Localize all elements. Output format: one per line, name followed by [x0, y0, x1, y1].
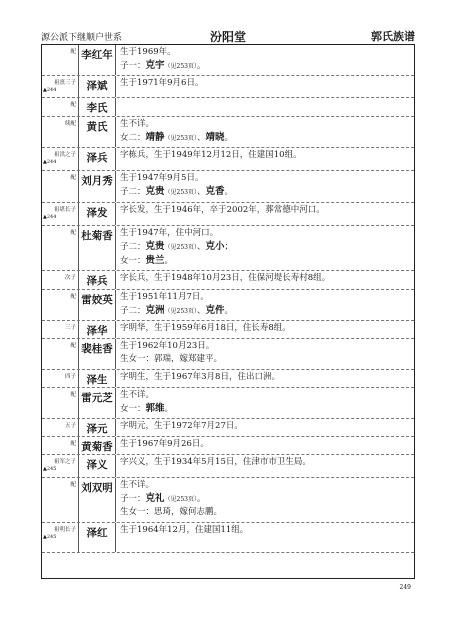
table-row [42, 455, 414, 478]
detail-line [120, 185, 414, 199]
detail-text: 。 [224, 133, 234, 143]
header-book-title: 郭氏族谱 [371, 30, 415, 43]
detail-line [120, 389, 414, 402]
person-details [116, 321, 414, 338]
detail-text: 生于1964年12月，住建国11组。 [120, 525, 249, 535]
relation-label: 次子 [64, 275, 76, 281]
person-details [116, 226, 414, 270]
person-details [116, 523, 414, 552]
person-name: 黄菊香 [79, 437, 116, 454]
detail-line [120, 353, 414, 366]
child-name: 克香 [205, 186, 225, 197]
detail-text: 字栋兵，生于1949年12月12日，住建国10组。 [120, 150, 302, 160]
relation-cell [42, 226, 79, 270]
child-name: 靖晓 [205, 132, 225, 143]
page-reference: （见253页） [164, 244, 197, 251]
relation-cell [42, 478, 79, 522]
person-name: 黄氏 [79, 117, 116, 147]
child-name: 靖静 [145, 132, 165, 143]
person-name: 刘双明 [79, 478, 116, 522]
relation-label: 配 [70, 102, 76, 108]
table-row [42, 98, 414, 117]
genealogy-rows [42, 45, 414, 553]
detail-line [120, 77, 414, 90]
person-name: 泽兵 [79, 271, 116, 289]
detail-line [120, 291, 414, 304]
header-lineage: 源公派下继顺户世系 [41, 33, 123, 43]
page-reference: （见253页） [164, 308, 197, 315]
detail-line [120, 402, 414, 416]
detail-text: 字长发，生于1946年，卒于2002年，葬常德中河口。 [120, 205, 325, 215]
detail-text: 生女一：郭瑞，嫁郑建平。 [120, 354, 223, 364]
person-details [116, 388, 414, 418]
relation-label: 三子 [64, 325, 76, 331]
relation-label: 祖熹三子 [53, 80, 76, 86]
detail-text: 子一： [120, 494, 146, 504]
relation-label: 祖洪之子 [53, 152, 76, 158]
detail-text: 、 [196, 306, 206, 316]
child-name: 克贵 [145, 186, 165, 197]
table-row [42, 370, 414, 388]
detail-line [120, 438, 414, 451]
child-name: 贵兰 [145, 255, 165, 266]
person-name: 李红年 [79, 45, 116, 75]
person-details [116, 339, 414, 369]
person-details [116, 290, 414, 320]
relation-label: 配 [70, 482, 76, 488]
relation-cell [42, 437, 79, 454]
detail-line [120, 272, 414, 285]
page-reference: （见253页） [164, 135, 197, 142]
detail-line [120, 492, 414, 506]
detail-text: 子一： [120, 61, 146, 71]
person-name: 泽斌 [79, 76, 116, 97]
child-name: 克贵 [145, 241, 165, 252]
child-name: 克宇 [145, 60, 165, 71]
relation-cell [42, 203, 79, 225]
person-details [116, 98, 414, 116]
person-details [116, 271, 414, 289]
detail-text: 。 [164, 404, 174, 414]
table-row [42, 171, 414, 203]
person-details [116, 370, 414, 387]
relation-label: 祖军之子 [53, 459, 76, 465]
relation-cell [42, 321, 79, 338]
detail-line [120, 371, 414, 384]
detail-text: 。 [224, 306, 234, 316]
table-row [42, 388, 414, 419]
child-name: 克礼 [145, 493, 165, 504]
person-details [116, 76, 414, 97]
person-name: 泽红 [79, 523, 116, 552]
detail-line [120, 46, 414, 59]
generation-ref: ▲245 [43, 466, 57, 472]
detail-text: 、 [196, 133, 206, 143]
person-details [116, 437, 414, 454]
detail-text: 、 [196, 242, 206, 252]
detail-text: 女一： [120, 404, 146, 414]
person-name: 刘月秀 [79, 171, 116, 202]
person-details [116, 455, 414, 477]
relation-cell [42, 171, 79, 202]
relation-cell [42, 271, 79, 289]
detail-text: 子二： [120, 187, 146, 197]
detail-text: 字兴义，生于1934年5月15日，住津市市卫生局。 [120, 457, 311, 467]
person-details [116, 419, 414, 436]
page-reference: （见253页） [164, 63, 197, 70]
detail-text: 生于1947年，住中河口。 [120, 228, 219, 238]
generation-ref: ▲244 [43, 87, 57, 93]
detail-text: 。 [196, 494, 206, 504]
detail-text: 字明元，生于1972年7月27日。 [120, 421, 243, 431]
relation-cell [42, 339, 79, 369]
detail-text: 。 [224, 187, 234, 197]
detail-line [120, 254, 414, 268]
table-row [42, 203, 414, 226]
person-name: 李氏 [79, 98, 116, 116]
detail-line [120, 149, 414, 162]
detail-text: 子二： [120, 242, 146, 252]
detail-text: 生于1951年11月7日。 [120, 292, 209, 302]
detail-text: 。 [164, 256, 174, 266]
relation-cell [42, 76, 79, 97]
detail-line [120, 456, 414, 469]
person-name: 杜菊香 [79, 226, 116, 270]
relation-label: 配 [70, 175, 76, 181]
person-name: 泽发 [79, 203, 116, 225]
relation-cell [42, 148, 79, 170]
relation-cell [42, 45, 79, 75]
person-details [116, 45, 414, 75]
detail-line [120, 304, 414, 318]
child-name: 克件 [205, 305, 225, 316]
table-row [42, 419, 414, 437]
relation-label: 配 [70, 294, 76, 300]
detail-line [120, 420, 414, 433]
detail-text: 生不详。 [120, 119, 155, 129]
page-header [41, 30, 415, 44]
table-row [42, 226, 414, 271]
person-name: 裴桂香 [79, 339, 116, 369]
table-row [42, 339, 414, 370]
person-name: 泽兵 [79, 148, 116, 170]
detail-line [120, 240, 414, 254]
person-name: 泽义 [79, 455, 116, 477]
relation-cell [42, 523, 79, 552]
generation-ref: ▲244 [43, 159, 57, 165]
detail-line [120, 172, 414, 185]
detail-text: 生不详。 [120, 390, 155, 400]
detail-line [120, 59, 414, 73]
child-name: 郭维 [145, 403, 165, 414]
person-name: 雷元芝 [79, 388, 116, 418]
table-row [42, 478, 414, 523]
detail-text: 生于1969年。 [120, 47, 176, 57]
table-row [42, 523, 414, 553]
detail-text: 生于1947年9月5日。 [120, 173, 204, 183]
detail-text: 子二： [120, 306, 146, 316]
child-name: 克小 [205, 241, 225, 252]
detail-text: 女二： [120, 133, 146, 143]
detail-line [120, 118, 414, 131]
detail-line [120, 340, 414, 353]
detail-line [120, 479, 414, 492]
relation-cell [42, 117, 79, 147]
detail-line [120, 524, 414, 537]
page-reference: （见253页） [164, 496, 197, 503]
table-row [42, 321, 414, 339]
person-details [116, 148, 414, 170]
detail-text: 生于1962年10月23日。 [120, 341, 215, 351]
relation-label: 五子 [64, 423, 76, 429]
header-hall-name: 汾阳堂 [209, 30, 246, 44]
person-name: 泽华 [79, 321, 116, 338]
relation-label: 配 [70, 441, 76, 447]
detail-text: 、 [196, 187, 206, 197]
person-details [116, 478, 414, 522]
relation-cell [42, 388, 79, 418]
table-row [42, 437, 414, 455]
person-details [116, 171, 414, 202]
relation-cell [42, 290, 79, 320]
detail-text: 字长兵，生于1948年10月23日，住保河堤长寿村8组。 [120, 273, 331, 283]
detail-text: 生不详。 [120, 480, 155, 490]
relation-cell [42, 370, 79, 387]
relation-label: 祖堪长子 [53, 207, 76, 213]
detail-text: 字明华，生于1959年6月18日，住长寿8组。 [120, 323, 291, 333]
person-name: 雷姣英 [79, 290, 116, 320]
detail-line [120, 322, 414, 335]
page-number: 249 [399, 584, 411, 591]
detail-text: 字明生，生于1967年3月8日，住出口洲。 [120, 372, 280, 382]
relation-label: 配 [70, 49, 76, 55]
relation-label: 四子 [64, 374, 76, 380]
person-name: 泽元 [79, 419, 116, 436]
table-row [42, 76, 414, 98]
generation-ref: ▲244 [43, 214, 57, 220]
detail-text: 。 [196, 61, 206, 71]
detail-text: 生于1971年9月6日。 [120, 78, 204, 88]
detail-line [120, 227, 414, 240]
detail-text: ； [224, 242, 234, 252]
genealogy-table [41, 44, 415, 579]
detail-text: 生女一：思琦，嫁何志鹏。 [120, 507, 223, 517]
table-row [42, 148, 414, 171]
relation-label: 配 [70, 230, 76, 236]
table-row [42, 290, 414, 321]
table-row [42, 117, 414, 148]
detail-line [120, 506, 414, 519]
generation-ref: ▲245 [43, 534, 57, 540]
relation-label: 配 [70, 392, 76, 398]
child-name: 克洲 [145, 305, 165, 316]
detail-line [120, 204, 414, 217]
table-row [42, 45, 414, 76]
person-details [116, 203, 414, 225]
relation-cell [42, 455, 79, 477]
table-row [42, 271, 414, 290]
person-name: 泽生 [79, 370, 116, 387]
page-reference: （见253页） [164, 189, 197, 196]
relation-label: 续配 [64, 121, 76, 127]
detail-line [120, 131, 414, 145]
relation-cell [42, 98, 79, 116]
relation-cell [42, 419, 79, 436]
person-details [116, 117, 414, 147]
detail-text: 女一： [120, 256, 146, 266]
detail-text: 生于1967年9月26日。 [120, 439, 209, 449]
relation-label: 祖明长子 [53, 527, 76, 533]
relation-label: 配 [70, 343, 76, 349]
